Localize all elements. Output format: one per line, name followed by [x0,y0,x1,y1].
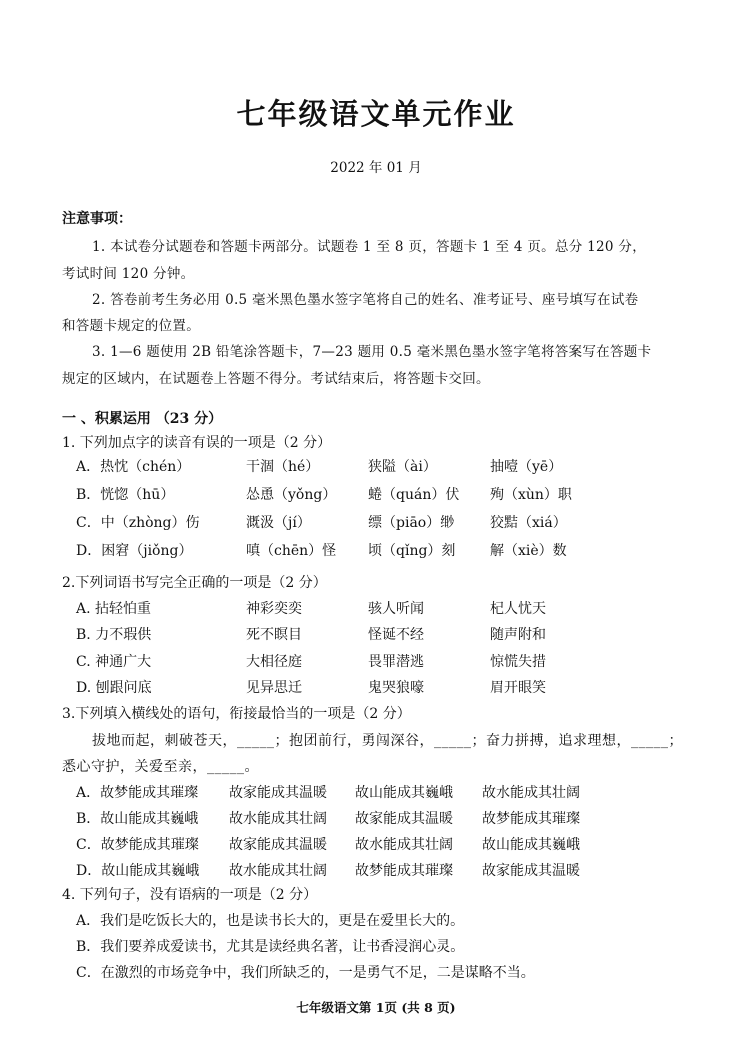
notice-line: 考试时间 120 分钟。 [62,266,195,282]
notice-line: 2. 答卷前考生务必用 0.5 毫米黑色墨水签字笔将自己的姓名、准考证号、座号填写在试卷 [92,292,639,308]
q2-d-3: 鬼哭狼嚎 [368,680,424,696]
notice-line: 1. 本试卷分试题卷和答题卡两部分。试题卷 1 至 8 页，答题卡 1 至 4 页。总分 120 分， [92,239,647,255]
q2-b-2: 死不瞑目 [246,627,302,643]
notice-line: 3. 1—6 题使用 2B 铅笔涂答题卡，7—23 题用 0.5 毫米黑色墨水签字笔将答案写在答题卡 [92,344,652,360]
section-title: 一 、积累运用 （23 分） [62,411,223,427]
q3-d-3: 故梦能成其璀璨 [355,863,453,879]
question-3-stem: 3.下列填入横线处的语句，衔接最恰当的一项是（2 分） [62,706,411,722]
q3-d-2: 故水能成其壮阔 [229,863,327,879]
q2-d-2: 见异思迁 [246,680,302,696]
q3-a-2: 故家能成其温暖 [229,785,327,801]
q2-d-1: D. 刨跟问底 [76,680,152,696]
q4-option-a: A．我们是吃饭长大的，也是读书长大的，更是在爱里长大的。 [76,913,465,929]
q2-c-3: 畏罪潜逃 [368,654,424,670]
question-2-stem: 2.下列词语书写完全正确的一项是（2 分） [62,575,327,591]
q3-d-4: 故家能成其温暖 [482,863,580,879]
q3-a-3: 故山能成其巍峨 [355,785,453,801]
q2-d-4: 眉开眼笑 [490,680,546,696]
question-4-stem: 4. 下列句子，没有语病的一项是（2 分） [62,887,318,903]
q1-c-1: C．中（zhòng）伤 [76,515,200,531]
q2-a-1: A. 拈轻怕重 [76,601,152,617]
q2-c-2: 大相径庭 [246,654,302,670]
q3-b-4: 故梦能成其璀璨 [482,811,580,827]
q2-b-3: 怪诞不经 [368,627,424,643]
q1-c-3: 缥（piāo）缈 [368,515,455,531]
q1-d-4: 解（xiè）数 [490,543,567,559]
q1-c-2: 溉汲（jí） [246,515,311,531]
q2-a-4: 杞人忧天 [490,601,546,617]
q1-a-1: A．热忱（chén） [76,459,191,475]
q3-b-2: 故水能成其壮阔 [229,811,327,827]
q3-passage: 悉心守护，关爱至亲，_____。 [62,759,259,775]
q2-b-4: 随声附和 [490,627,546,643]
q4-option-b: B．我们要养成爱读书，尤其是读经典名著，让书香浸润心灵。 [76,939,465,955]
q3-a-4: 故水能成其壮阔 [482,785,580,801]
notice-line: 和答题卡规定的位置。 [62,318,200,334]
q1-a-4: 抽噎（yē） [490,459,563,475]
page-footer: 七年级语文第 1页 (共 8 页) [296,1000,456,1015]
q1-d-2: 嗔（chēn）怪 [246,543,337,559]
notice-line: 规定的区域内，在试题卷上答题不得分。考试结束后，将答题卡交回。 [62,371,490,387]
q4-option-c: C．在激烈的市场竞争中，我们所缺乏的，一是勇气不足，二是谋略不当。 [76,965,535,981]
q1-d-3: 顷（qǐng）刻 [368,543,456,559]
notice-heading: 注意事项： [62,211,132,227]
q3-c-3: 故水能成其壮阔 [355,837,453,853]
q3-a-1: A．故梦能成其璀璨 [76,785,199,801]
q3-b-3: 故家能成其温暖 [355,811,453,827]
q3-b-1: B．故山能成其巍峨 [76,811,199,827]
q1-a-3: 狭隘（ài） [368,459,437,475]
q2-b-1: B. 力不瑕供 [76,627,152,643]
q1-b-3: 蜷（quán）伏 [368,487,460,503]
q2-c-4: 惊慌失措 [490,654,546,670]
q1-c-4: 狡黠（xiá） [490,515,567,531]
q2-c-1: C. 神通广大 [76,654,152,670]
question-1-stem: 1. 下列加点字的读音有误的一项是（2 分） [62,435,332,451]
q3-c-2: 故家能成其温暖 [229,837,327,853]
q3-passage: 拔地而起，刺破苍天，_____；抱团前行，勇闯深谷，_____；奋力拼搏，追求理想，_____； [92,733,683,749]
exam-date: 2022 年 01 月 [330,160,422,176]
page-title: 七年级语文单元作业 [236,97,516,131]
q3-c-4: 故山能成其巍峨 [482,837,580,853]
q1-d-1: D．困窘（jiǒng） [76,543,193,559]
q3-d-1: D．故山能成其巍峨 [76,863,200,879]
q1-b-2: 怂恿（yǒng） [246,487,337,503]
q1-b-1: B．恍惚（hū） [76,487,175,503]
q1-b-4: 殉（xùn）职 [490,487,572,503]
q1-a-2: 干涸（hé） [246,459,320,475]
q2-a-2: 神彩奕奕 [246,601,302,617]
q3-c-1: C．故梦能成其璀璨 [76,837,199,853]
q2-a-3: 骇人听闻 [368,601,424,617]
